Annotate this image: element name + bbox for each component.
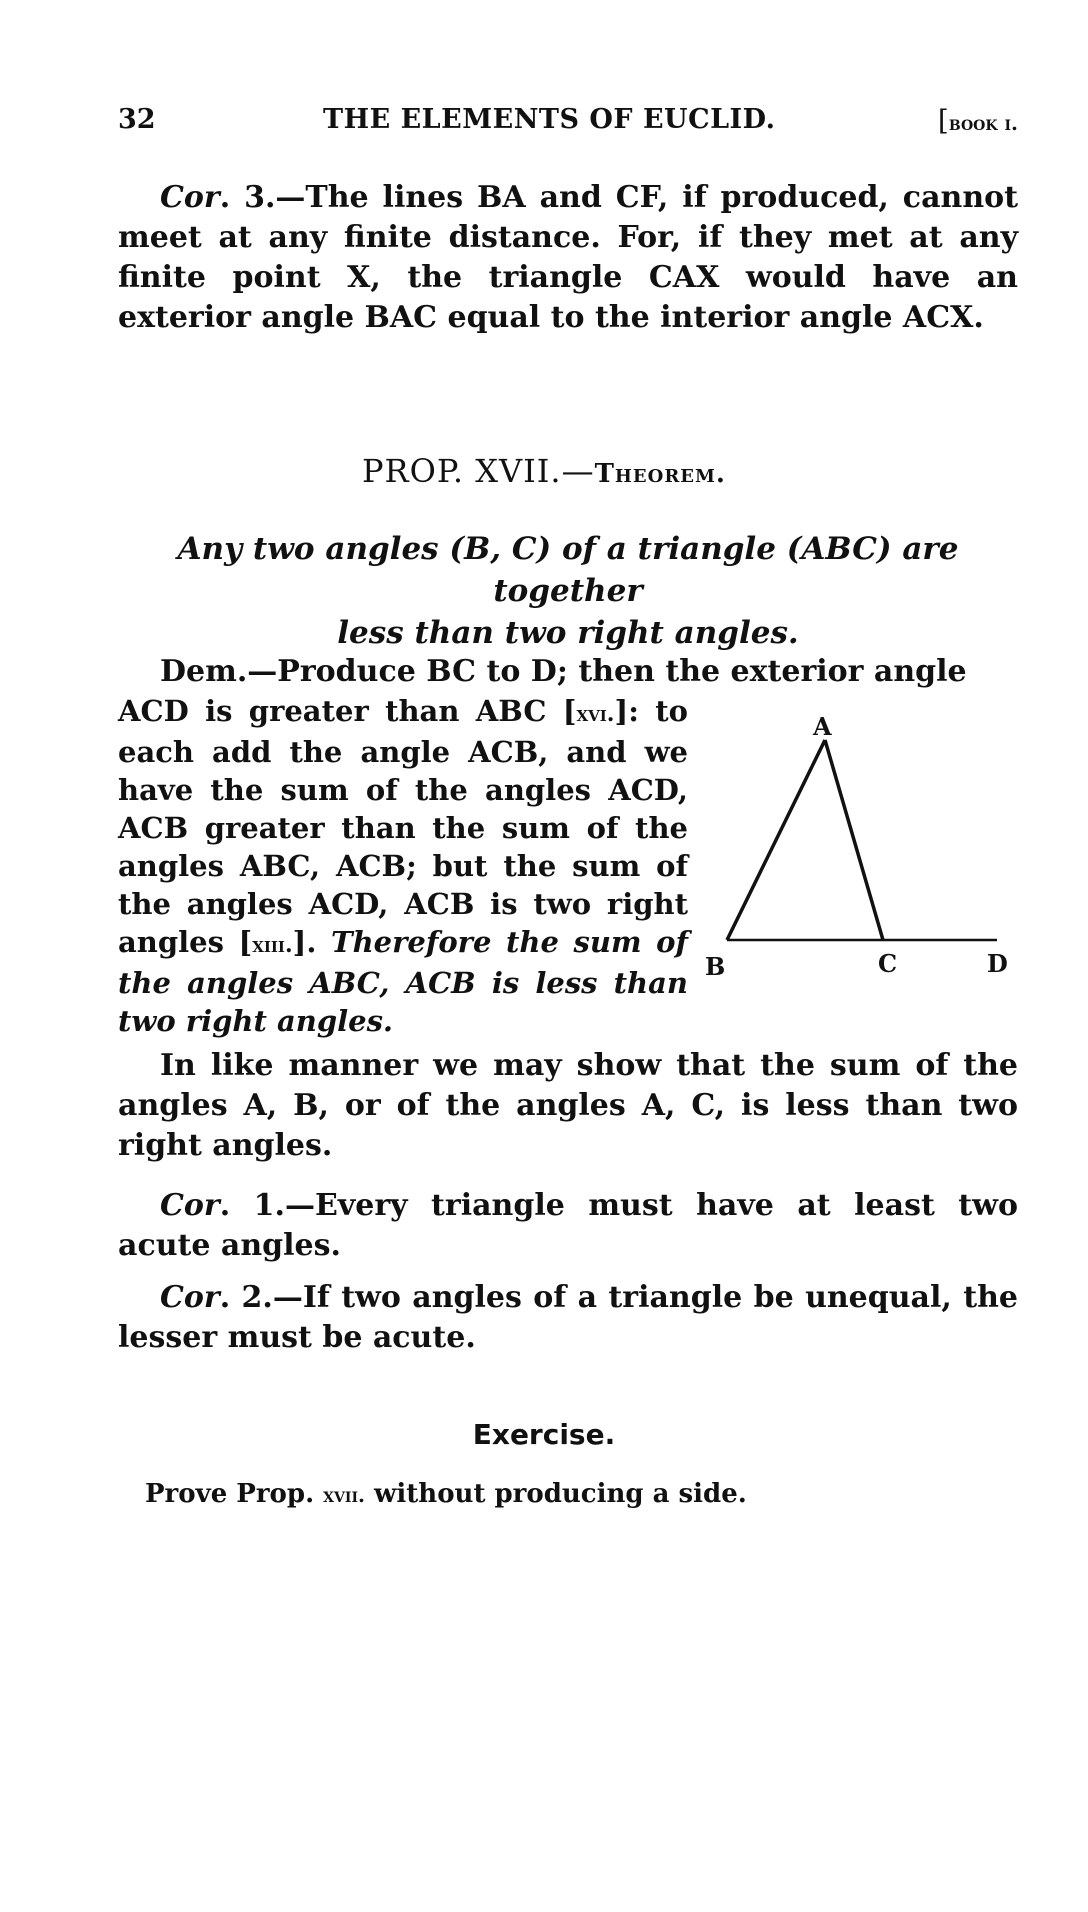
enunciation-line-2: less than two right angles. <box>337 615 799 651</box>
book-title: THE ELEMENTS OF EUCLID. <box>323 104 776 135</box>
point-d-label: D <box>987 949 1008 978</box>
proposition-title <box>0 452 1088 490</box>
corollary-text: . 3.—The lines BA and CF, if produced, cannot meet at any finite distance. For, if they met at any finite point X, the triangle CAX would have an exterior angle BAC equal to the interior angle ACX. <box>118 180 1018 335</box>
proposition-kind: Theorem. <box>594 459 726 489</box>
vertex-b-label: B <box>705 952 726 981</box>
corollary-text: . 2.—If two angles of a triangle be unequal, the lesser must be acute. <box>118 1280 1018 1355</box>
reference-prop-13: xiii. <box>252 932 293 958</box>
exercise-heading: Exercise. <box>472 1418 616 1451</box>
triangle-diagram <box>705 712 1015 997</box>
corollary-3 <box>118 178 1018 338</box>
exercise-text-after: without producing a side. <box>364 1479 747 1509</box>
exercise-text-before: Prove Prop. <box>145 1479 324 1509</box>
corollary-label: Cor <box>160 180 220 215</box>
running-head <box>118 104 1018 144</box>
side-ab <box>727 740 825 940</box>
book-indicator <box>938 104 1018 137</box>
vertex-c-label: C <box>878 949 898 978</box>
demonstration-part-3: ]. <box>292 925 317 959</box>
proposition-number: PROP. XVII.— <box>361 452 595 490</box>
demonstration-conclusion: Therefore the sum of the angles ABC, ACB is less than two right angles. <box>118 925 688 1038</box>
enunciation-line-1: Any two angles (B, C) of a triangle (ABC) are together <box>177 531 959 609</box>
exercise-text <box>145 1477 1015 1512</box>
triangle-figure <box>705 712 1015 997</box>
vertex-a-label: A <box>813 712 832 741</box>
corollary-2 <box>118 1278 1018 1358</box>
corollary-label: Cor <box>160 1188 220 1223</box>
demonstration-first-line <box>118 652 1018 692</box>
corollary-text: . 1.—Every triangle must have at least two acute angles. <box>118 1188 1018 1263</box>
reference-prop-16: xvi. <box>576 701 615 727</box>
demonstration-part-2: ]: to each add the angle ACB, and we have the sum of the angles ACD, ACB greater than the sum of the angles ABC, ACB; but the sum of the angles ACD, ACB is two right angles [ <box>118 694 688 959</box>
demonstration-part-1: ACD is greater than ABC [ <box>118 694 577 728</box>
exercise-prop-ref: xvii. <box>323 1483 365 1507</box>
proposition-enunciation <box>108 528 1028 654</box>
book-bracket: [ <box>937 104 949 137</box>
demonstration-first-text: —Produce BC to D; then the exterior angle <box>247 654 967 689</box>
in-like-manner-paragraph: In like manner we may show that the sum of the angles A, B, or of the angles A, C, is less than two right angles. <box>118 1048 1018 1163</box>
demonstration-body <box>118 692 688 1040</box>
side-ac <box>825 740 883 940</box>
demonstration-label: Dem. <box>160 654 248 689</box>
corollary-label: Cor <box>160 1280 220 1315</box>
book-number: book i. <box>948 111 1018 135</box>
page-number: 32 <box>118 104 156 135</box>
corollary-1 <box>118 1186 1018 1266</box>
